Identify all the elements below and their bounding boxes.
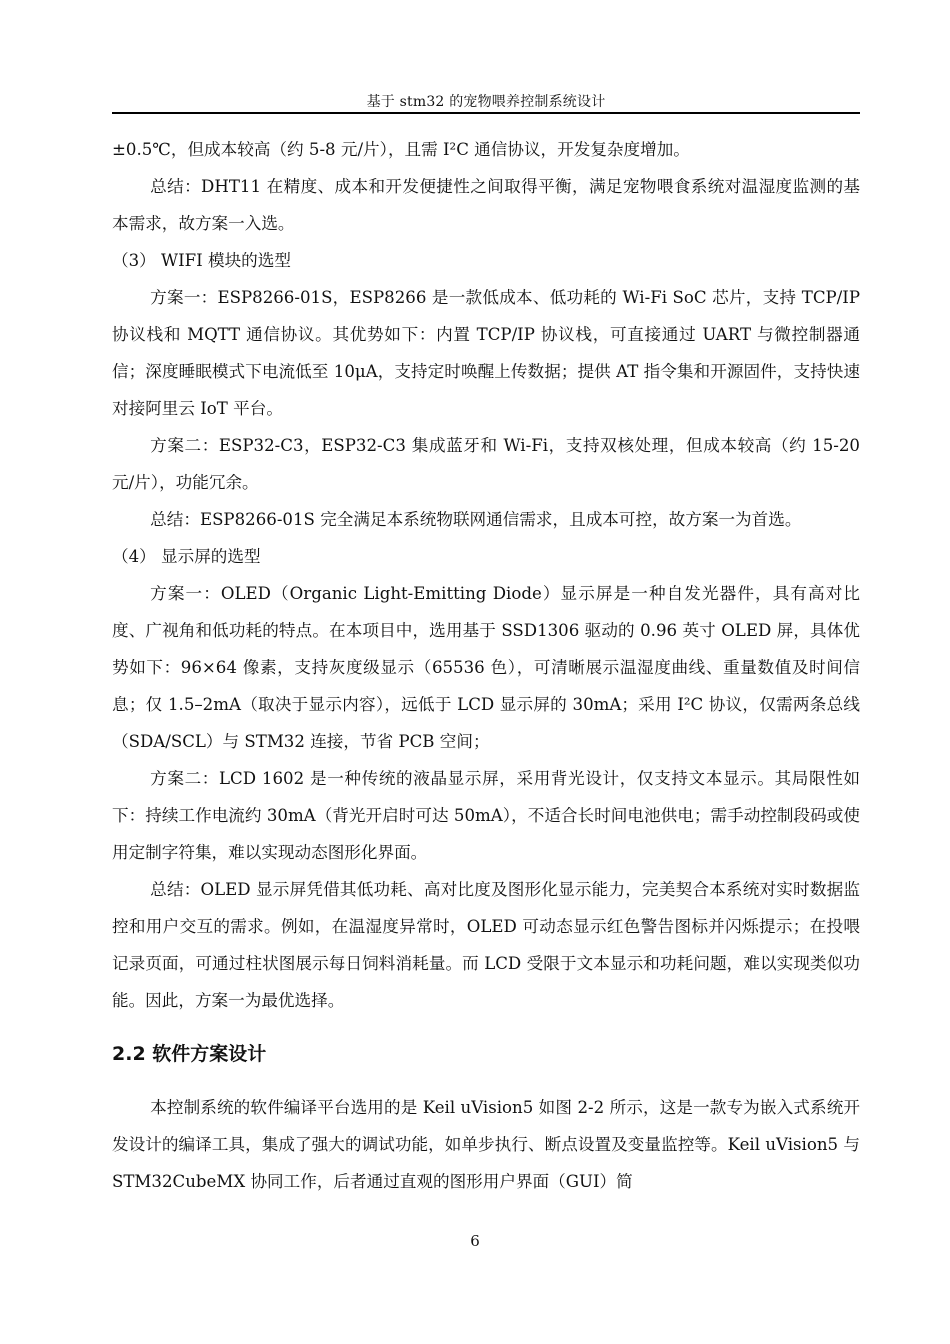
body-text <box>112 131 860 1200</box>
paragraph-display-summary: 总结：OLED 显示屏凭借其低功耗、高对比度及图形化显示能力，完美契合本系统对实时数据监控和用户交互的需求。例如，在温湿度异常时，OLED 可动态显示红色警告图标并闪烁提示；在投喂记录页面，可通过柱状图展示每日饲料消耗量。而 LCD 受限于文本显示和功耗问题，难以实现类似功能。因此，方案一为最优选择。 <box>112 880 860 1010</box>
subheading-wifi: （3） WIFI 模块的选型 <box>112 251 291 270</box>
paragraph-wifi-summary: 总结：ESP8266-01S 完全满足本系统物联网通信需求，且成本可控，故方案一为首选。 <box>150 510 802 529</box>
paragraph-continuation: ±0.5℃，但成本较高（约 5-8 元/片），且需 I²C 通信协议，开发复杂度增加。 <box>112 140 690 159</box>
paragraph-wifi-option-1: 方案一：ESP8266-01S，ESP8266 是一款低成本、低功耗的 Wi-Fi SoC 芯片，支持 TCP/IP 协议栈和 MQTT 通信协议。其优势如下：内置 TCP/IP 协议栈，可直接通过 UART 与微控制器通信；深度睡眠模式下电流低至 10μA，支持定时唤醒上传数据；提供 AT 指令集和开源固件，支持快速对接阿里云 IoT 平台。 <box>112 288 860 418</box>
paragraph-wifi-option-2: 方案二：ESP32-C3，ESP32-C3 集成蓝牙和 Wi-Fi，支持双核处理，但成本较高（约 15-20 元/片），功能冗余。 <box>112 436 860 492</box>
header-rule <box>112 112 860 114</box>
section-heading: 2.2 软件方案设计 <box>112 1043 267 1065</box>
running-header: 基于 stm32 的宠物喂养控制系统设计 <box>366 94 606 110</box>
paragraph-software-platform: 本控制系统的软件编译平台选用的是 Keil uVision5 如图 2-2 所示，这是一款专为嵌入式系统开发设计的编译工具，集成了强大的调试功能，如单步执行、断点设置及变量监控等。Keil uVision5 与 STM32CubeMX 协同工作，后者通过直观的图形用户界面（GUI）简 <box>112 1098 860 1191</box>
page-number: 6 <box>470 1232 480 1250</box>
subheading-display: （4） 显示屏的选型 <box>112 547 261 566</box>
paragraph-display-option-2: 方案二：LCD 1602 是一种传统的液晶显示屏，采用背光设计，仅支持文本显示。其局限性如下：持续工作电流约 30mA（背光开启时可达 50mA），不适合长时间电池供电；需手动控制段码或使用定制字符集，难以实现动态图形化界面。 <box>112 769 860 862</box>
paragraph-display-option-1: 方案一：OLED（Organic Light-Emitting Diode）显示屏是一种自发光器件，具有高对比度、广视角和低功耗的特点。在本项目中，选用基于 SSD1306 驱动的 0.96 英寸 OLED 屏，具体优势如下：96×64 像素，支持灰度级显示（65536 色），可清晰展示温湿度曲线、重量数值及时间信息；仅 1.5–2mA（取决于显示内容），远低于 LCD 显示屏的 30mA；采用 I²C 协议，仅需两条总线（SDA/SCL）与 STM32 连接，节省 PCB 空间； <box>112 584 860 751</box>
paragraph-summary-sensor: 总结：DHT11 在精度、成本和开发便捷性之间取得平衡，满足宠物喂食系统对温湿度监测的基本需求，故方案一入选。 <box>112 177 860 233</box>
